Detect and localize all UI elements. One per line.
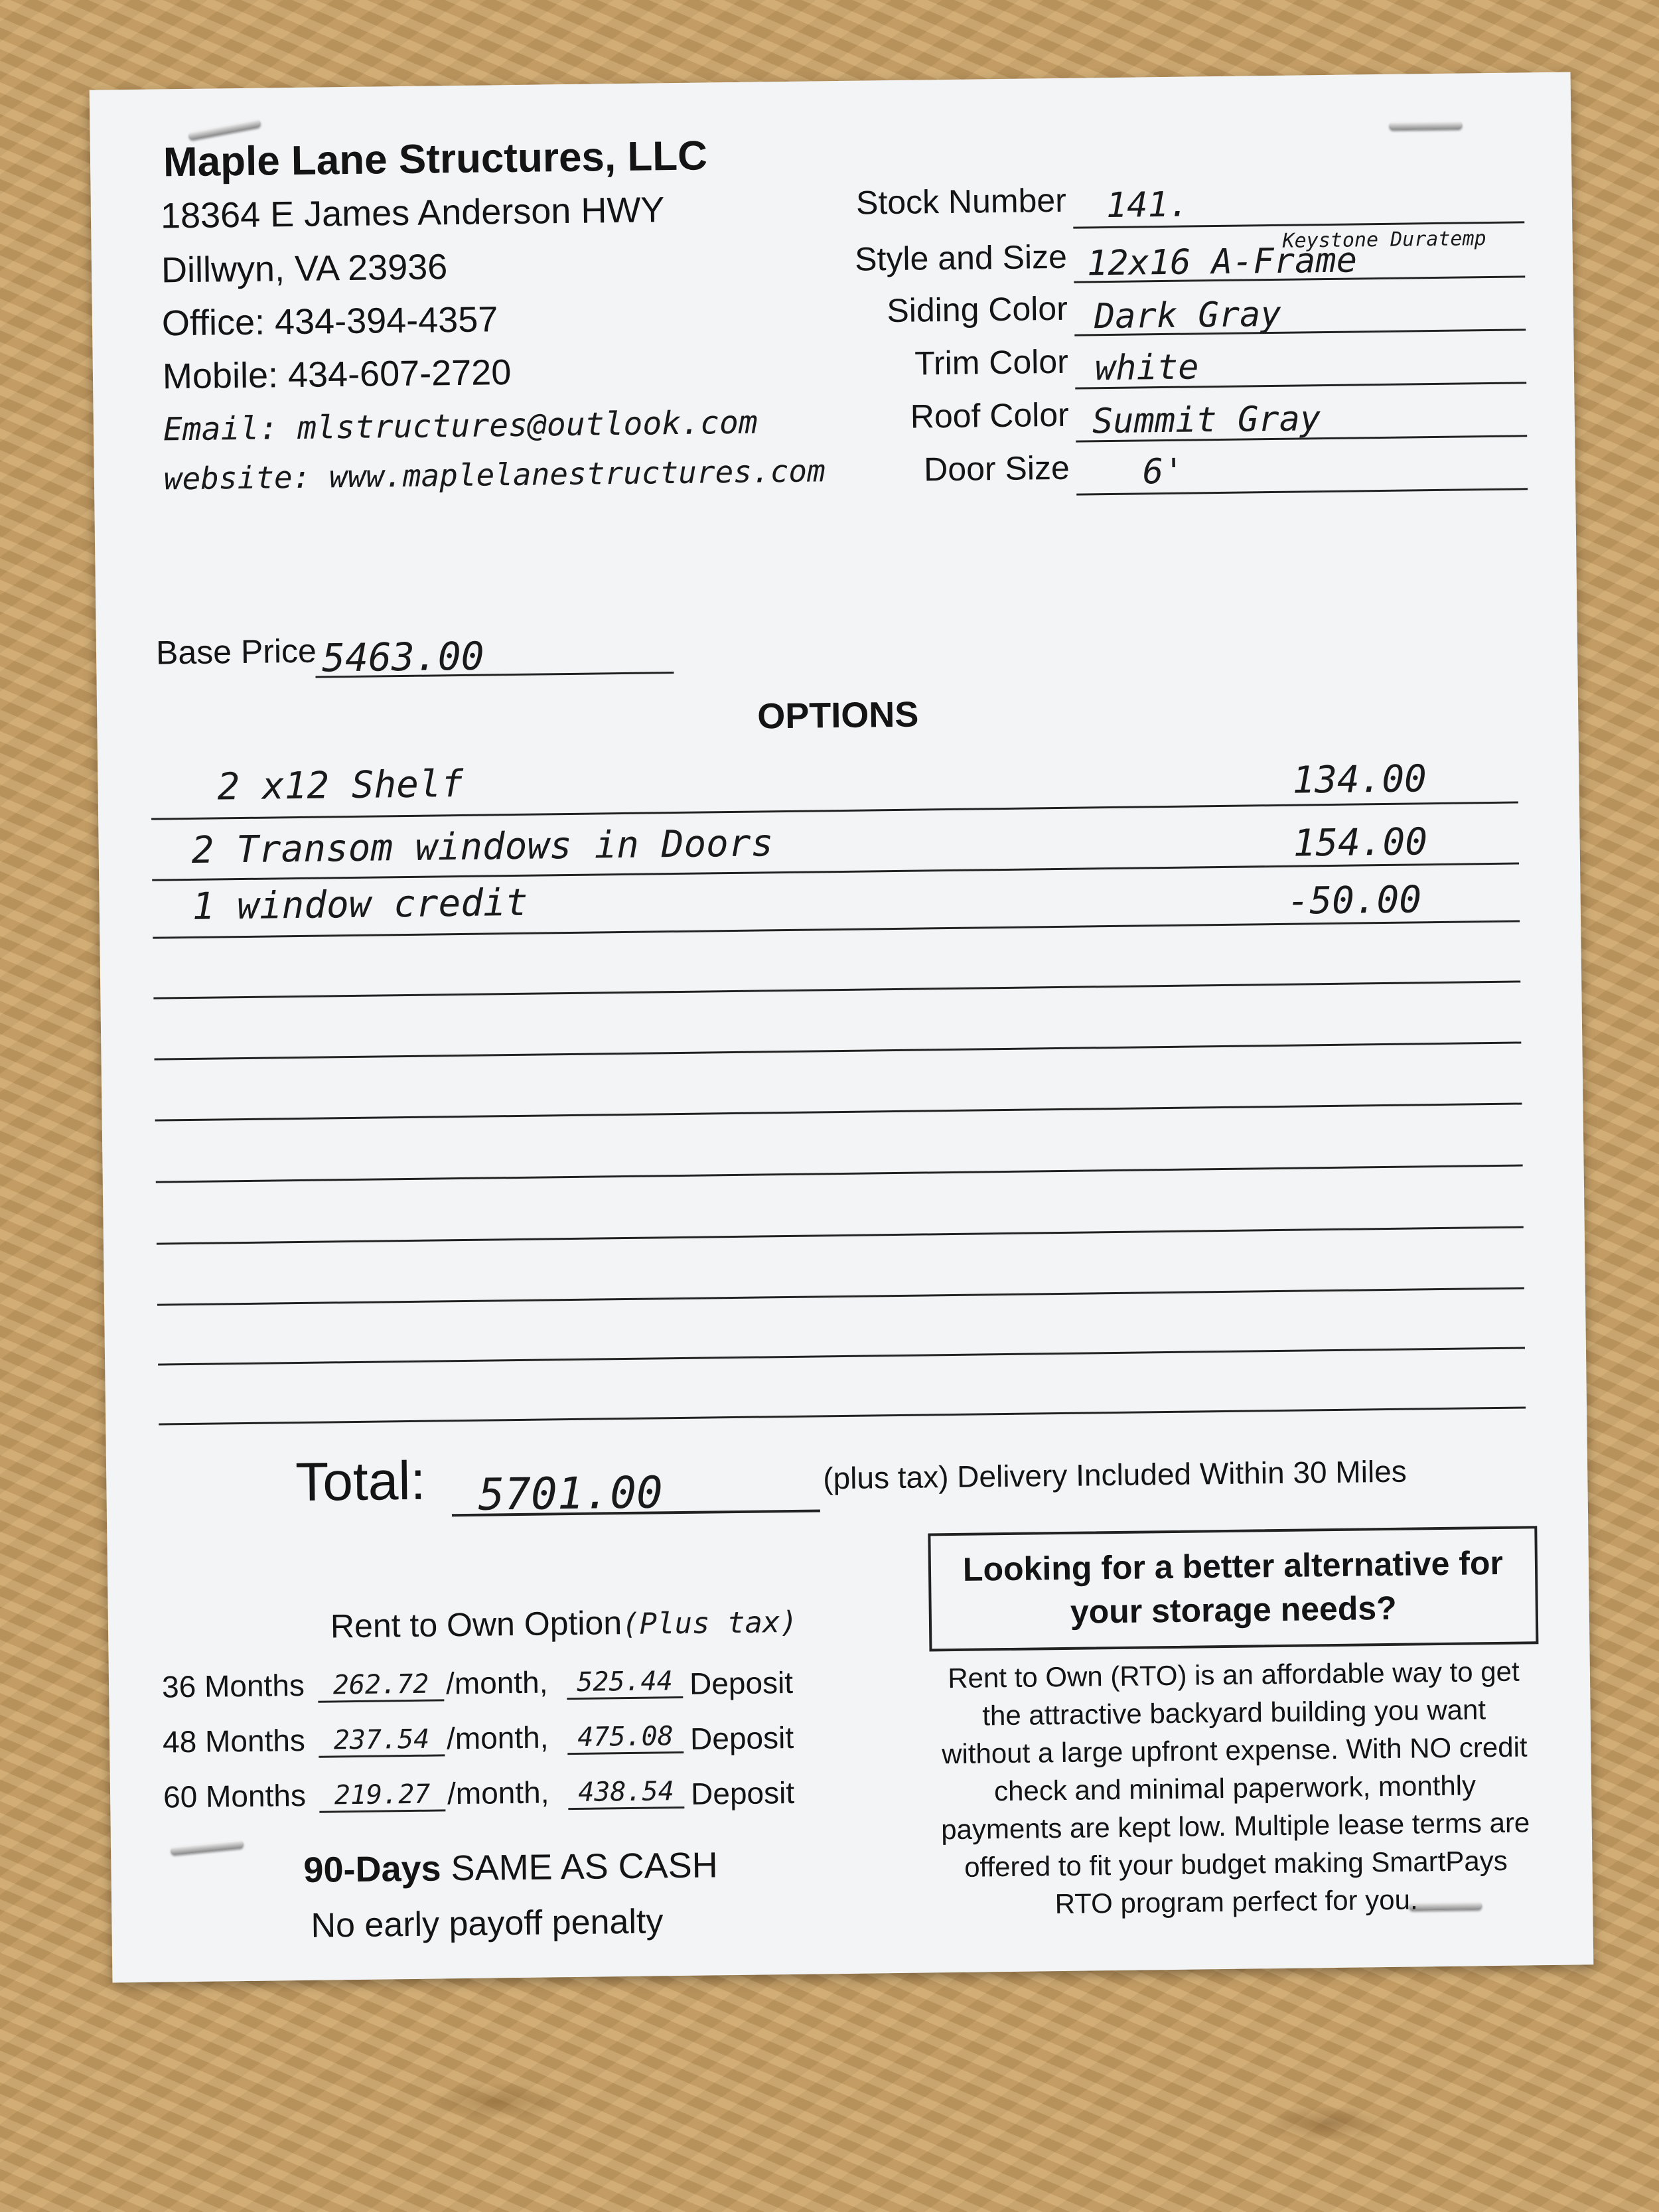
- roof-color-label: Roof Color: [910, 396, 1070, 435]
- same-as-cash: [303, 1844, 718, 1891]
- rto-heading-plus-tax: (Plus tax): [621, 1605, 798, 1642]
- rto-heading-text: Rent to Own Option: [330, 1604, 622, 1645]
- company-address-line-2: Dillwyn, VA 23936: [161, 247, 448, 291]
- trim-color-label: Trim Color: [914, 342, 1069, 382]
- rto-promo-box: [928, 1526, 1538, 1651]
- rto-row-36-month-word: /month,: [445, 1664, 548, 1701]
- option-row-1-desc: 2 x12 Shelf: [217, 762, 464, 809]
- rto-row-48-monthly: 237.54: [319, 1724, 445, 1757]
- rto-row-36-monthly: 262.72: [318, 1668, 445, 1702]
- style-size-note: Keystone Duratemp: [1282, 227, 1486, 253]
- option-line: [154, 1041, 1521, 1060]
- option-row-2-desc: 2 Transom windows in Doors: [191, 822, 774, 872]
- siding-color-value: Dark Gray: [1094, 294, 1282, 337]
- option-line: [155, 1102, 1522, 1121]
- mobile-phone: Mobile: 434-607-2720: [162, 352, 512, 397]
- rto-row-60-deposit-word: Deposit: [690, 1775, 795, 1811]
- base-price-value: 5463.00: [321, 633, 484, 681]
- email-handwritten: Email: mlstructures@outlook.com: [163, 404, 758, 449]
- no-early-payoff-penalty: No early payoff penalty: [311, 1902, 664, 1945]
- rto-row-36-deposit-word: Deposit: [689, 1664, 794, 1701]
- option-row-3-desc: 1 window credit: [192, 881, 528, 928]
- option-line: [156, 1164, 1523, 1183]
- company-name: Maple Lane Structures, LLC: [163, 133, 708, 186]
- siding-color-label: Siding Color: [887, 289, 1068, 330]
- options-heading: OPTIONS: [757, 694, 919, 737]
- staple: [171, 1840, 244, 1855]
- rto-row-48-deposit-amount: 475.08: [567, 1721, 684, 1755]
- stock-number-value: 141.: [1106, 184, 1190, 226]
- option-row-2-price: 154.00: [1293, 820, 1428, 865]
- rto-row-48-deposit-word: Deposit: [689, 1720, 794, 1756]
- rto-promo-title: Looking for a better alternative for your storage needs?: [962, 1544, 1504, 1631]
- rto-row-60-month-word: /month,: [447, 1775, 549, 1811]
- style-size-label: Style and Size: [854, 238, 1068, 278]
- rto-row-36-term: 36 Months: [161, 1667, 305, 1704]
- option-line: [153, 980, 1520, 999]
- staple: [188, 119, 261, 140]
- trim-color-value: white: [1094, 347, 1199, 389]
- staple: [1389, 121, 1462, 129]
- same-as-cash-days: 90-Days: [303, 1848, 441, 1890]
- total-note: (plus tax) Delivery Included Within 30 Miles: [822, 1453, 1407, 1496]
- rto-heading: [330, 1601, 798, 1646]
- style-size-value: 12x16 A-Frame: [1086, 240, 1358, 284]
- rto-row-60-deposit-amount: 438.54: [568, 1776, 685, 1810]
- total-value: 5701.00: [478, 1467, 664, 1520]
- office-phone: Office: 434-394-4357: [161, 299, 498, 344]
- door-size-label: Door Size: [923, 449, 1070, 488]
- rto-row-36-deposit-amount: 525.44: [567, 1666, 684, 1700]
- option-line: [159, 1406, 1526, 1425]
- total-label: Total:: [295, 1450, 426, 1513]
- option-row-1-price: 134.00: [1292, 757, 1427, 802]
- rto-row-48-term: 48 Months: [162, 1722, 306, 1759]
- same-as-cash-text: SAME AS CASH: [441, 1845, 719, 1889]
- price-sheet: [90, 72, 1594, 1982]
- rto-row-60-term: 60 Months: [163, 1777, 307, 1814]
- roof-color-value: Summit Gray: [1092, 399, 1321, 442]
- stock-number-label: Stock Number: [855, 181, 1067, 222]
- company-address-line-1: 18364 E James Anderson HWY: [160, 190, 665, 236]
- rto-row-48-month-word: /month,: [446, 1720, 549, 1756]
- option-row-3-price: -50.00: [1287, 878, 1422, 923]
- option-line: [158, 1347, 1525, 1365]
- rto-promo-description: Rent to Own (RTO) is an affordable way to get the attractive backyard building you want without a large upfront expense. With NO credit check and minimal paperwork, monthly payments are kept low. Multiple lease terms are offered to fit your budget making SmartPays RTO program perfect for you.: [940, 1655, 1530, 1920]
- rto-row-60-monthly: 219.27: [319, 1779, 446, 1812]
- option-line: [157, 1226, 1524, 1244]
- base-price-label: Base Price: [155, 632, 317, 672]
- website-handwritten: website: www.maplelanestructures.com: [163, 453, 826, 497]
- option-line: [157, 1287, 1524, 1305]
- door-size-value: 6': [1142, 451, 1185, 492]
